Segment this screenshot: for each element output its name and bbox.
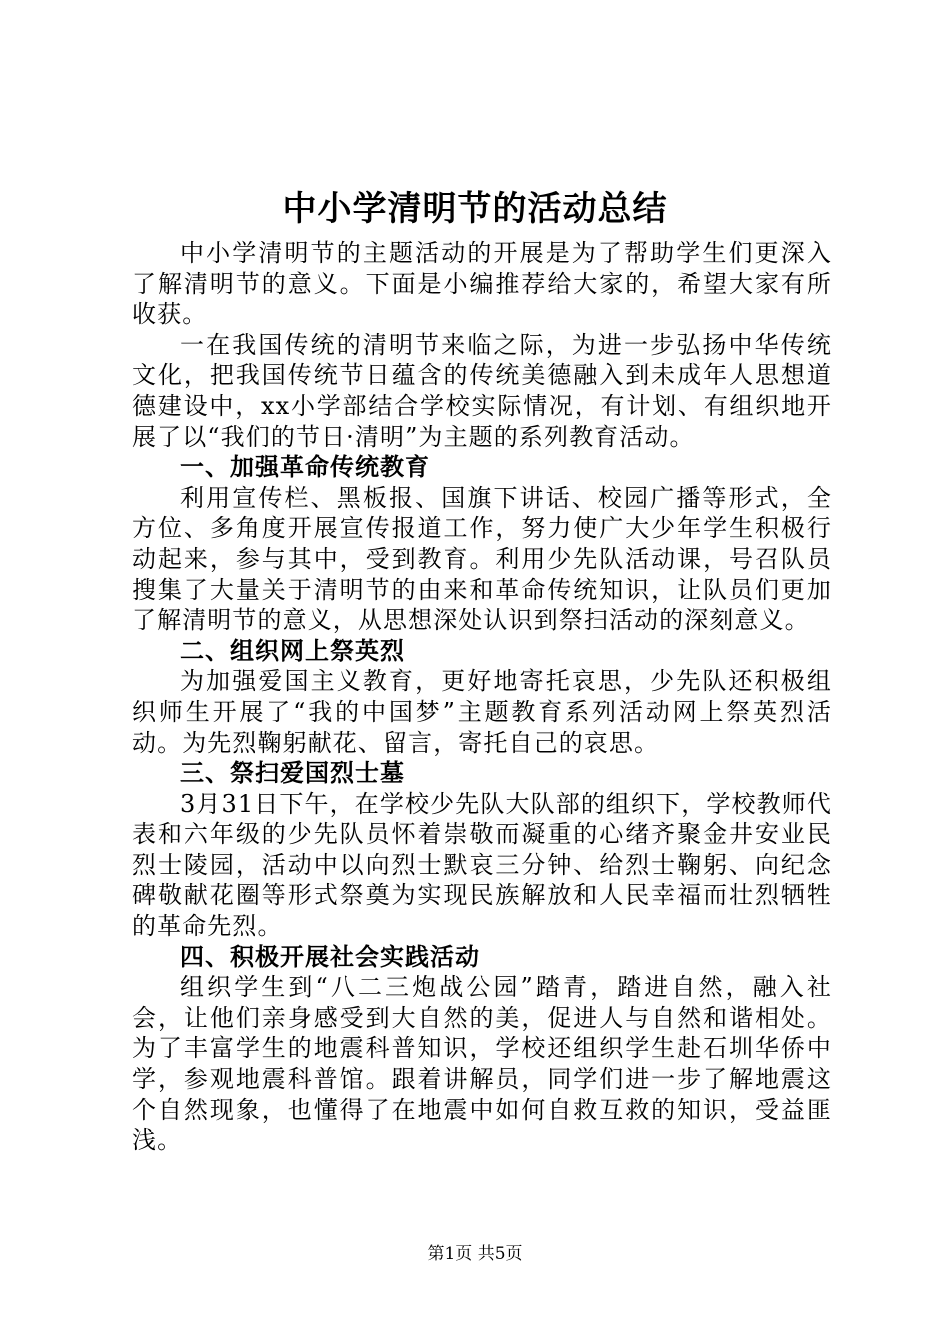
section-heading-3: 三、祭扫爱国烈士墓 — [180, 759, 405, 788]
page-number-footer: 第1页 共5页 — [427, 1244, 523, 1264]
section-heading-2: 二、组织网上祭英烈 — [180, 636, 405, 665]
section-body-3: 3月31日下午，在学校少先队大队部的组织下，学校教师代表和六年级的少先队员怀着崇敬而凝重的心绪齐聚金井安业民烈士陵园，活动中以向烈士默哀三分钟、给烈士鞠躬、向纪念碑敬献花圈等形式祭奠为实现民族解放和人民幸福而壮烈牺牲的革命先烈。 — [132, 789, 832, 941]
section-heading-4: 四、积极开展社会实践活动 — [180, 942, 480, 971]
document-body — [132, 238, 832, 1156]
opening-paragraph: 一在我国传统的清明节来临之际，为进一步弘扬中华传统文化，把我国传统节日蕴含的传统美德融入到未成年人思想道德建设中，xx小学部结合学校实际情况，有计划、有组织地开展了以“我们的节日·清明”为主题的系列教育活动。 — [132, 330, 832, 451]
section-body-2: 为加强爱国主义教育，更好地寄托哀思，少先队还积极组织师生开展了“我的中国梦”主题教育系列活动网上祭英烈活动。为先烈鞠躬献花、留言，寄托自己的哀思。 — [132, 667, 832, 757]
section-body-1: 利用宣传栏、黑板报、国旗下讲话、校园广播等形式，全方位、多角度开展宣传报道工作，努力使广大少年学生积极行动起来，参与其中，受到教育。利用少先队活动课，号召队员搜集了大量关于清明节的由来和革命传统知识，让队员们更加了解清明节的意义，从思想深处认识到祭扫活动的深刻意义。 — [132, 483, 832, 635]
document-title: 中小学清明节的活动总结 — [282, 189, 668, 229]
section-body-4: 组织学生到“八二三炮战公园”踏青，踏进自然，融入社会，让他们亲身感受到大自然的美，促进人与自然和谐相处。为了丰富学生的地震科普知识，学校还组织学生赴石圳华侨中学，参观地震科普馆。跟着讲解员，同学们进一步了解地震这个自然现象，也懂得了在地震中如何自救互救的知识，受益匪浅。 — [132, 973, 832, 1155]
section-heading-1: 一、加强革命传统教育 — [180, 453, 430, 482]
intro-paragraph: 中小学清明节的主题活动的开展是为了帮助学生们更深入了解清明节的意义。下面是小编推荐给大家的，希望大家有所收获。 — [132, 239, 832, 329]
